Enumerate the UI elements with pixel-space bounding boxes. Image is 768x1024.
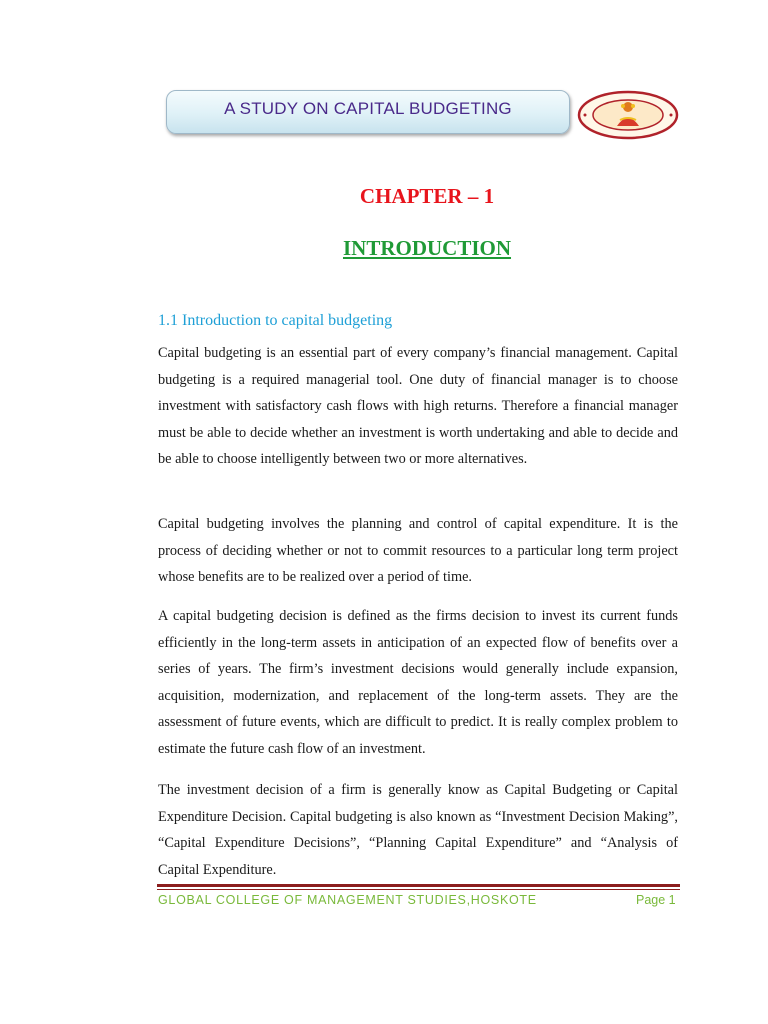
footer-divider-thin (157, 889, 680, 890)
footer-divider (157, 884, 680, 887)
chapter-label: CHAPTER – 1 (359, 184, 495, 208)
bank-logo-icon (577, 90, 679, 140)
header-banner (166, 90, 570, 134)
footer-college-name: GLOBAL COLLEGE OF MANAGEMENT STUDIES,HOSKOTE (158, 893, 537, 907)
paragraph: Capital budgeting involves the planning and control of capital expenditure. It is the process of deciding whether or not to commit resources to a particular long term project whose benefits are to be realized over a period of time. (158, 516, 678, 586)
footer-page-number: Page 1 (636, 893, 676, 907)
paragraph: The investment decision of a firm is generally know as Capital Budgeting or Capital Expenditure Decision. Capital budgeting is also known as “Investment Decision Making”, “Capital Expenditure Decisions”, “Planning Capital Expenditure” and “Analysis of Capital Expenditure. (158, 782, 678, 878)
chapter-title: INTRODUCTION (342, 236, 512, 260)
header-title: A STUDY ON CAPITAL BUDGETING (224, 99, 512, 118)
paragraph: A capital budgeting decision is defined as the firms decision to invest its current funds efficiently in the long-term assets in anticipation of an expected flow of benefits over a series of years. The firm’s investment decisions would generally include expansion, acquisition, modernization, and replacement of the long-term assets. They are the assessment of future events, which are difficult to predict. It is really complex problem to estimate the future cash flow of an investment. (158, 608, 678, 757)
paragraph: Capital budgeting is an essential part of every company’s financial management. Capital budgeting is a required managerial tool. One duty of financial manager is to choose investment with satisfactory cash flows with high returns. Therefore a financial manager must be able to decide whether an investment is worth undertaking and able to decide and be able to choose intelligently between two or more alternatives. (158, 345, 678, 468)
section-heading: 1.1 Introduction to capital budgeting (158, 312, 393, 329)
